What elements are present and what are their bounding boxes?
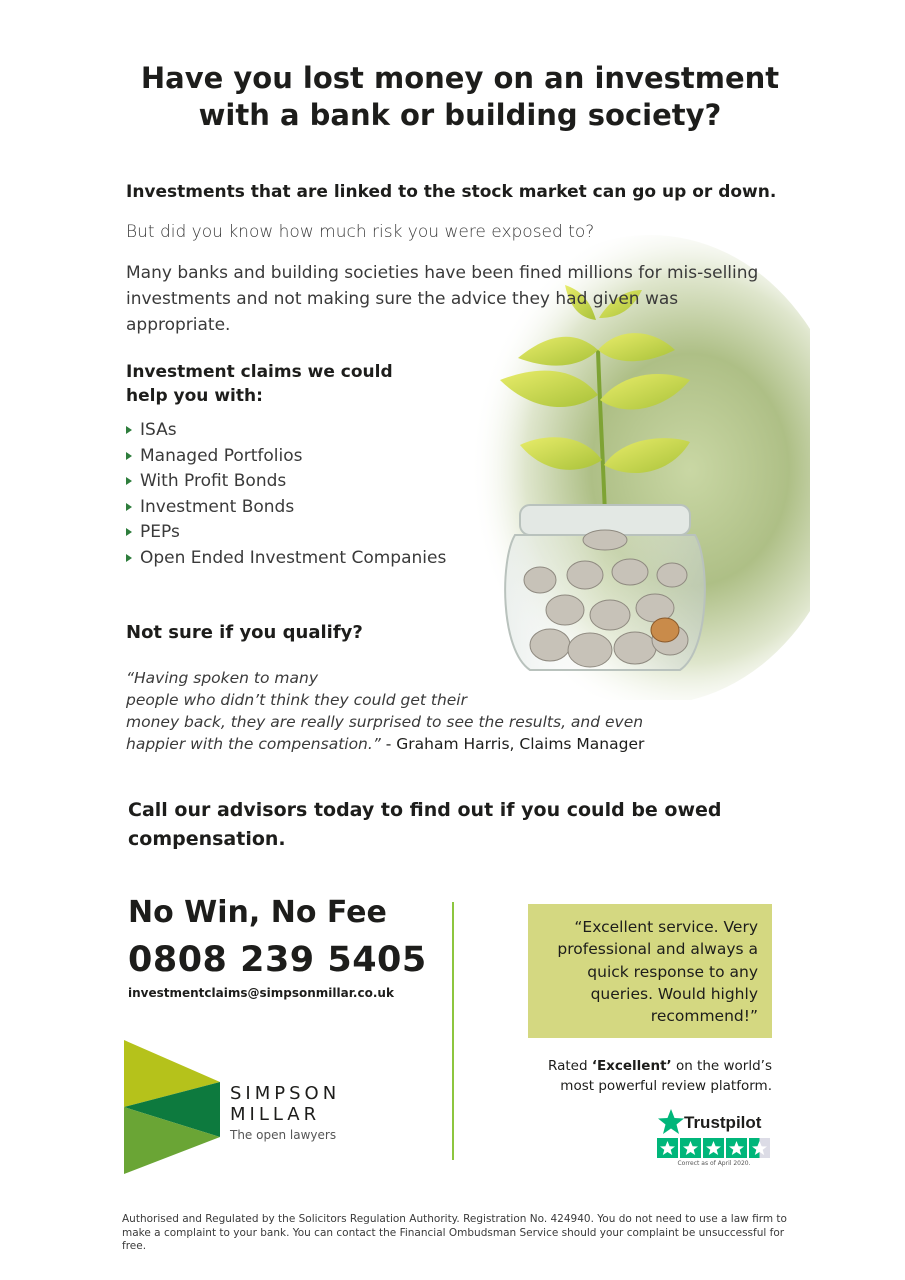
claims-list	[126, 418, 446, 571]
testimonial-attribution: - Graham Harris, Claims Manager	[380, 735, 645, 753]
title-line-1: Have you lost money on an investment	[140, 61, 780, 95]
intro-body: Many banks and building societies have been fined millions for mis-selling investments and not making sure the advice they had given was appropriate.	[126, 263, 759, 335]
testimonial-line-1: “Having spoken to many	[126, 669, 318, 687]
rated-prefix: Rated	[548, 1058, 592, 1074]
logo-tagline: The open lawyers	[230, 1128, 337, 1142]
intro-question: But did you know how much risk you were exposed to?	[126, 222, 595, 242]
claims-heading-line-2: help you with:	[126, 386, 263, 406]
list-item	[126, 495, 446, 521]
list-item	[126, 520, 446, 546]
trustpilot-date-note: Correct as of April 2020.	[677, 1160, 751, 1167]
list-item	[126, 469, 446, 495]
simpson-millar-logo-icon	[124, 1040, 220, 1174]
list-item-label: Open Ended Investment Companies	[140, 547, 447, 568]
call-to-action: Call our advisors today to find out if you could be owed compensation.	[128, 799, 722, 850]
bullet-arrow-icon	[126, 503, 132, 511]
list-item	[126, 546, 446, 572]
trustpilot-rating-stars-icon	[657, 1138, 771, 1158]
no-win-no-fee: No Win, No Fee	[128, 895, 387, 930]
phone-number[interactable]: 0808 239 5405	[128, 940, 427, 980]
rated-excellent-text	[520, 1056, 772, 1096]
list-item-label: ISAs	[140, 420, 177, 440]
email-link[interactable]: investmentclaims@simpsonmillar.co.uk	[128, 986, 394, 1000]
list-item-label: With Profit Bonds	[140, 471, 287, 491]
trustpilot-wordmark: Trustpilot	[684, 1113, 762, 1132]
vertical-divider	[452, 902, 454, 1160]
bullet-arrow-icon	[126, 554, 132, 562]
logo-name-millar: MILLAR	[230, 1104, 321, 1125]
logo-name-simpson: SIMPSON	[230, 1083, 341, 1104]
title-line-2: with a bank or building society?	[198, 98, 722, 132]
claims-heading	[126, 360, 426, 408]
list-item	[126, 418, 446, 444]
regulatory-footer: Authorised and Regulated by the Solicitors Regulation Authority. Registration No. 424940. You do not need to use a law firm to make a complaint to your bank. You can contact the Financial Ombudsman Service should your complaint be unsuccessful for free.	[122, 1213, 787, 1252]
testimonial-quote	[126, 667, 746, 755]
intro-headline: Investments that are linked to the stock market can go up or down.	[126, 182, 777, 202]
rated-suffix: on the world’s most powerful review platform.	[560, 1058, 772, 1094]
testimonial-line-3: money back, they are really surprised to see the results, and even	[126, 713, 644, 731]
bullet-arrow-icon	[126, 477, 132, 485]
not-sure-heading: Not sure if you qualify?	[126, 622, 363, 643]
rated-bold: ‘Excellent’	[591, 1058, 672, 1074]
page-title	[60, 60, 860, 134]
list-item-label: PEPs	[140, 522, 180, 542]
bullet-arrow-icon	[126, 452, 132, 460]
testimonial-line-4: happier with the compensation.”	[126, 735, 381, 753]
list-item-label: Investment Bonds	[140, 496, 295, 517]
review-quote-box: “Excellent service. Very professional and always a quick response to any queries. Would highly recommend!”	[528, 904, 772, 1038]
bullet-arrow-icon	[126, 528, 132, 536]
claims-heading-line-1: Investment claims we could	[126, 362, 393, 382]
list-item-label: Managed Portfolios	[140, 445, 303, 466]
testimonial-line-2: people who didn’t think they could get their	[126, 691, 467, 709]
bullet-arrow-icon	[126, 426, 132, 434]
list-item	[126, 444, 446, 470]
